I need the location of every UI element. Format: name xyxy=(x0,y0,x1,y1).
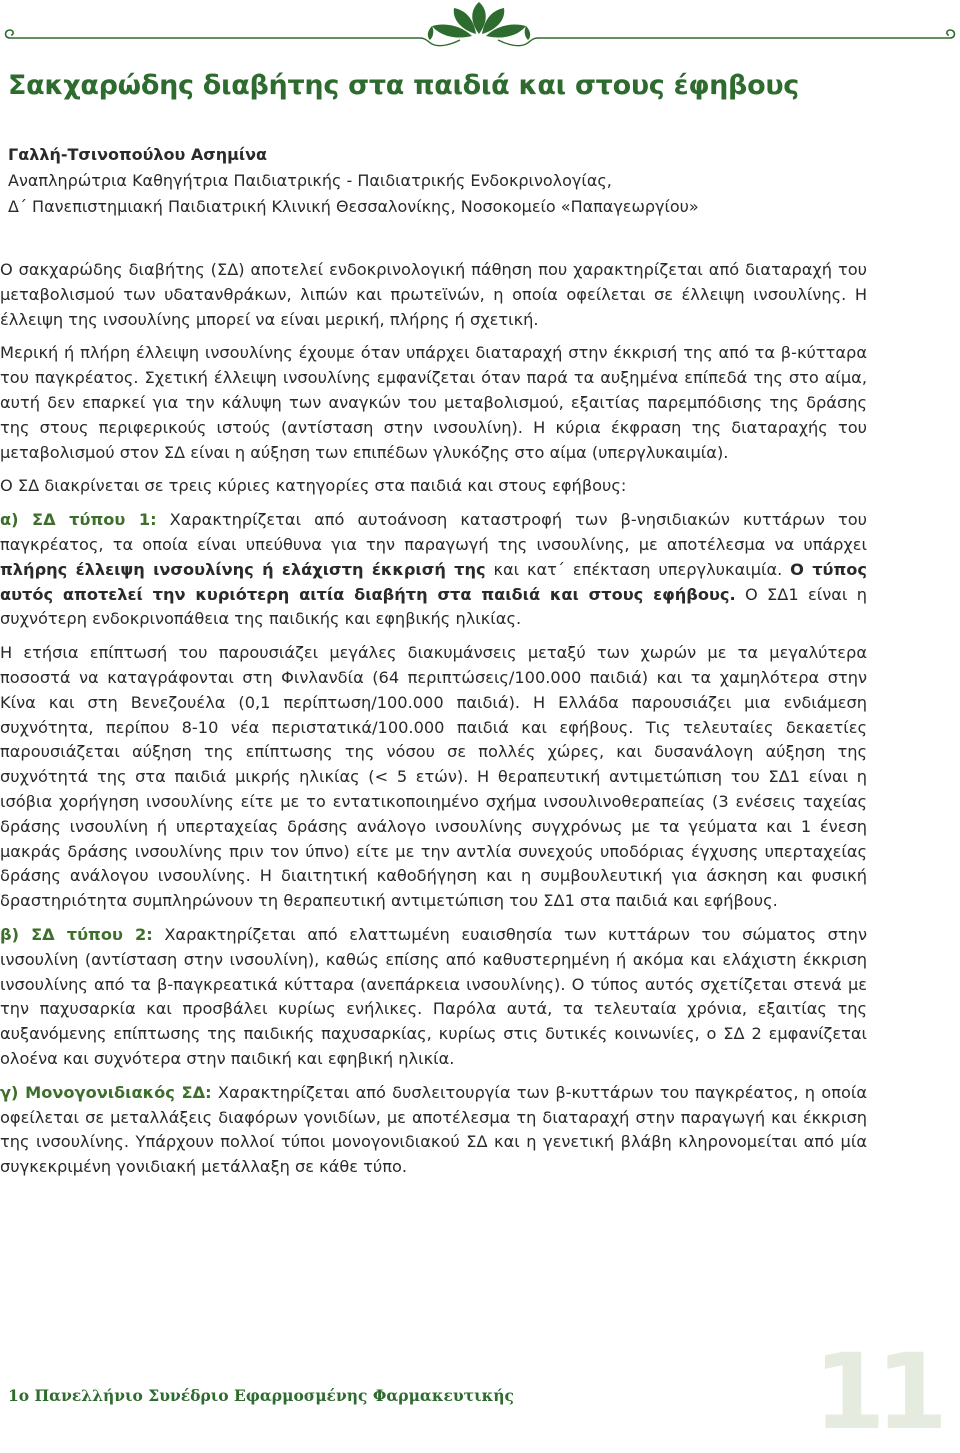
leaf-ornament-icon xyxy=(428,2,530,40)
type1-text-a: Χαρακτηρίζεται από αυτοάνοση καταστροφή των β-νησιδιακών κυττάρων του παγκρέατος, τα οποία είναι υπεύθυνα για την παραγωγή της ινσουλίνης, με αποτέλεσμα να υπάρχει xyxy=(0,510,867,554)
header-ornament xyxy=(0,0,960,50)
paragraph-type3 xyxy=(0,1081,867,1180)
paragraph-incidence: Η ετήσια επίπτωσή του παρουσιάζει μεγάλες διακυμάνσεις μεταξύ των χωρών με τα μεγαλύτερα ποσοστά να καταγράφονται στη Φινλανδία (64 περιπτώσεις/100.000 παιδιά) και τα χαμηλότερα στην Κίνα και στη Βενεζουέλα (0,1 περίπτωση/100.000 παιδιά). Η Ελλάδα παρουσιάζει μια ενδιάμεση συχνότητα, περίπου 8-10 νέα περιστατικά/100.000 παιδιά και εφήβους. Τις τελευταίες δεκαετίες παρουσιάζεται αύξηση της επίπτωσης της νόσου σε πολλές χώρες, και δυσανάλογη αύξηση της συχνότητά της στα παιδιά μικρής ηλικίας (< 5 ετών). Η θεραπευτική αντιμετώπιση του ΣΔ1 είναι η ισόβια χορήγηση ινσουλίνης είτε με το εντατικοποιημένο σχήμα ινσουλινοθεραπείας (3 ενέσεις ταχείας δράσης ινσουλίνη ή υπερταχείας δράσης ανάλογο ινσουλίνης συγχρόνως με τα γεύματα και 1 ένεση μακράς δράσης ινσουλίνης πριν τον ύπνο) είτε με την αντλία συνεχούς υποδόριας έγχυσης υπερταχείας δράσης ανάλογου ινσουλίνης. Η διαιτητική καθοδήγηση και η συμβουλευτική για άσκηση και φυσική δραστηριότητα συμπληρώνουν τη θεραπευτική αντιμετώπιση του ΣΔ1 στα παιδιά και εφήβους. xyxy=(0,643,867,911)
footer-conference: 1ο Πανελλήνιο Συνέδριο Εφαρμοσμένης Φαρμακευτικής xyxy=(8,1386,514,1405)
type1-text-b: και κατ΄ επέκταση υπεργλυκαιμία. xyxy=(485,559,791,579)
type3-text: Χαρακτηρίζεται από δυσλειτουργία των β-κυττάρων του παγκρέατος, η οποία οφείλεται σε μεταλλάξεις διαφόρων γονιδίων, με αποτέλεσμα τη διαταραχή στην παραγωγή και έκκριση της ινσουλίνης. Υπάρχουν πολλοί τύποι μονογονιδιακού ΣΔ και η γενετική βλάβη κληρονομείται από μία συγκεκριμένη γονιδιακή μετάλλαξη σε κάθε τύπο. xyxy=(0,1082,867,1177)
paragraph-categories: Ο ΣΔ διακρίνεται σε τρεις κύριες κατηγορίες στα παιδιά και στους εφήβους: xyxy=(0,476,627,496)
page-number: 11 xyxy=(813,1331,938,1453)
article-title: Σακχαρώδης διαβήτης στα παιδιά και στους έφηβους xyxy=(8,70,799,101)
paragraph-type1 xyxy=(0,508,867,632)
type3-label: γ) Μονογονιδιακός ΣΔ: xyxy=(0,1082,212,1102)
paragraph-intro: Ο σακχαρώδης διαβήτης (ΣΔ) αποτελεί ενδοκρινολογική πάθηση που χαρακτηρίζεται από διαταραχή του μεταβολισμού των υδατανθράκων, λιπών και πρωτεϊνών, η οποία οφείλεται σε έλλειψη ινσουλίνης. Η έλλειψη της ινσουλίνης μπορεί να είναι μερική, πλήρης ή σχετική. xyxy=(0,260,867,329)
author-name: Γαλλή-Τσινοπούλου Ασημίνα xyxy=(8,145,268,164)
paragraph-type2 xyxy=(0,923,867,1072)
author-block xyxy=(8,142,699,220)
type1-bold-b: Ο τύπος αυτός αποτελεί την κυριότερη αιτία διαβήτη στα παιδιά και στους εφήβους. xyxy=(0,559,867,604)
type2-label: β) ΣΔ τύπου 2: xyxy=(0,924,153,944)
author-affiliation: Δ΄ Πανεπιστημιακή Παιδιατρική Κλινική Θεσσαλονίκης, Νοσοκομείο «Παπαγεωργίου» xyxy=(8,197,699,216)
type1-bold-a: πλήρης έλλειψη ινσουλίνης ή ελάχιστη έκκρισή της xyxy=(0,559,486,579)
paragraph-insulin-deficiency: Μερική ή πλήρη έλλειψη ινσουλίνης έχουμε όταν υπάρχει διαταραχή στην έκκρισή της από τα β-κύτταρα του παγκρέατος. Σχετική έλλειψη ινσουλίνης εμφανίζεται όταν παρά τα αυξημένα επίπεδά της στο αίμα, αυτή δεν επαρκεί για την κάλυψη των αναγκών του μεταβολισμού, εξαιτίας παρεμπόδισης της δράσης της στους περιφερικούς ιστούς (αντίσταση στην ινσουλίνη). Η κύρια έκφραση της διαταραχής του μεταβολισμού στον ΣΔ είναι η αύξηση των επιπέδων γλυκόζης στο αίμα (υπεργλυκαιμία). xyxy=(0,343,867,462)
author-position: Αναπληρώτρια Καθηγήτρια Παιδιατρικής - Παιδιατρικής Ενδοκρινολογίας, xyxy=(8,171,612,190)
type1-label: α) ΣΔ τύπου 1: xyxy=(0,510,157,530)
type2-text: Χαρακτηρίζεται από ελαττωμένη ευαισθησία των κυττάρων του σώματος στην ινσουλίνη (αντίσταση στην ινσουλίνη), καθώς επίσης από καθυστερημένη ή ακόμα και ελάχιστη έκκριση ινσουλίνης από τα β-παγκρεατικά κύτταρα (ανεπάρκεια ινσουλίνης). Ο τύπος αυτός σχετίζεται στενά με την παχυσαρκία και προσβάλει κυρίως ενήλικες. Παρόλα αυτά, τα τελευταία χρόνια, εξαιτίας της αυξανόμενης επίπτωσης της παιδικής παχυσαρκίας, κυρίως στις δυτικές κοινωνίες, ο ΣΔ 2 εμφανίζεται ολοένα και συχνότερα στην παιδική και εφηβική ηλικία. xyxy=(0,924,867,1068)
type1-text-c: Ο ΣΔ1 είναι η συχνότερη ενδοκρινοπάθεια της παιδικής και εφηβικής ηλικίας. xyxy=(0,584,867,629)
article-body xyxy=(0,258,867,1189)
